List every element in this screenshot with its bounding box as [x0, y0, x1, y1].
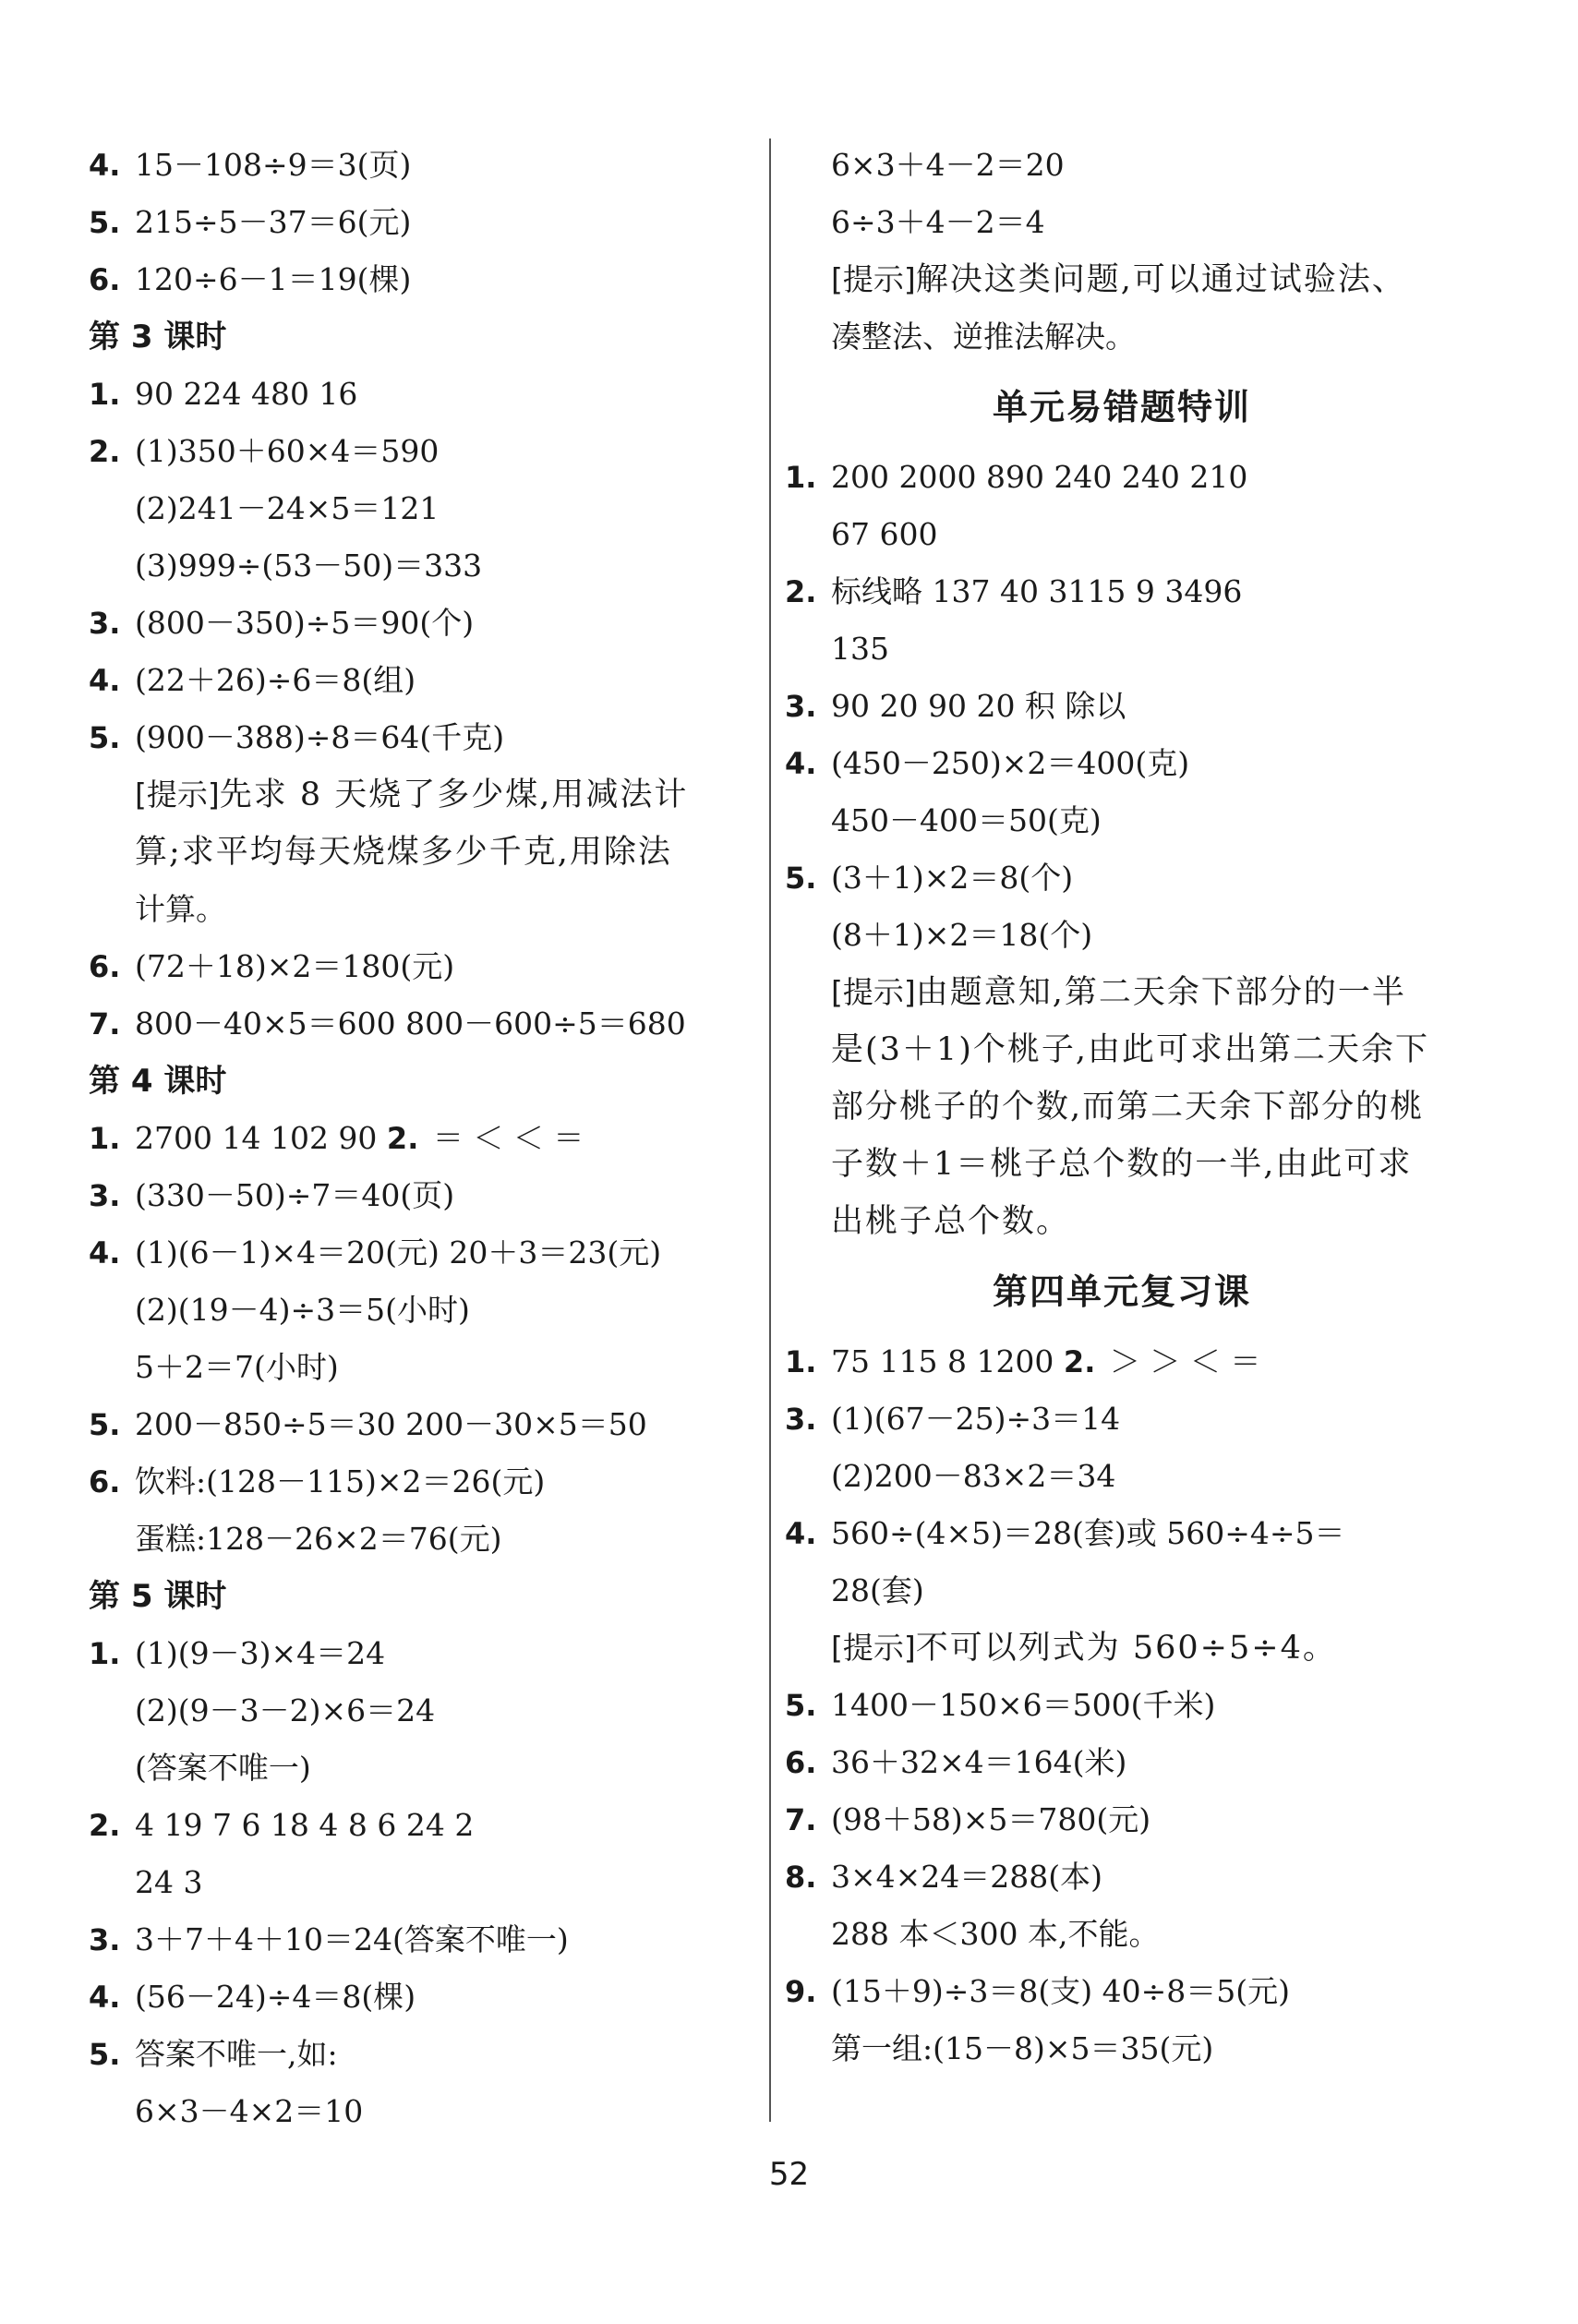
item-text: (3＋1)×2＝8(个)	[831, 860, 1074, 896]
answer-item	[89, 938, 753, 995]
hint-label-text: 提示	[842, 1630, 904, 1666]
hint-label: [提示]	[831, 261, 916, 297]
answer-item	[89, 1167, 753, 1224]
item-text: 75 115 8 1200	[831, 1343, 1064, 1379]
item-number: 2.	[785, 574, 817, 609]
item-text: ＞ ＞ ＜ ＝	[1109, 1343, 1261, 1379]
continuation-line: 凑整法、逆推法解决。	[831, 319, 1136, 355]
item-number: 2.	[386, 1121, 419, 1156]
answer-item	[89, 1625, 753, 1682]
answer-item	[89, 2026, 753, 2083]
item-text: 标线略 137 40 3115 9 3496	[831, 573, 1243, 609]
continuation-line: 5＋2＝7(小时)	[135, 1349, 339, 1385]
item-text: 15－108÷9＝3(页)	[135, 147, 412, 183]
answer-item	[89, 1969, 753, 2026]
item-text: 800－40×5＝600 800－600÷5＝680	[135, 1005, 686, 1042]
answer-item	[89, 995, 753, 1053]
continuation-line: 67 600	[831, 516, 938, 552]
item-number: 2.	[89, 434, 121, 469]
answer-item	[785, 449, 1459, 506]
item-number: 5.	[89, 1407, 121, 1442]
item-number: 5.	[89, 720, 121, 755]
item-number: 6.	[89, 949, 121, 984]
hint-label-text: 提示	[146, 777, 208, 813]
left-column	[89, 137, 753, 2140]
answer-item	[89, 1797, 753, 1854]
answer-item	[89, 652, 753, 709]
hint-label-text: 提示	[842, 974, 904, 1010]
unit-title: 单元易错题特训	[992, 387, 1251, 427]
continuation-line: 部分桃子的个数,而第二天余下部分的桃	[831, 1089, 1425, 1126]
item-text: ＝ ＜ ＜ ＝	[432, 1120, 584, 1156]
continuation-line: 24 3	[135, 1864, 203, 1900]
item-text: (72＋18)×2＝180(元)	[135, 948, 455, 984]
answer-item	[785, 1791, 1459, 1848]
continuation-line: 蛋糕:128－26×2＝76(元)	[135, 1521, 502, 1557]
item-text: 答案不唯一,如:	[135, 2036, 338, 2072]
item-number: 2.	[89, 1808, 121, 1843]
item-text: (1)(67－25)÷3＝14	[831, 1401, 1121, 1437]
answer-item	[89, 709, 753, 766]
item-number: 3.	[89, 606, 121, 641]
answer-item	[89, 1911, 753, 1969]
answer-item	[785, 1677, 1459, 1734]
answer-item	[785, 1734, 1459, 1791]
column-divider	[769, 138, 771, 2122]
item-text: (450－250)×2＝400(克)	[831, 745, 1190, 781]
hint-label: [提示]	[135, 777, 220, 813]
continuation-line: (8＋1)×2＝18(个)	[831, 917, 1093, 953]
answer-item	[89, 194, 753, 251]
answer-item	[785, 849, 1459, 907]
item-text: 2700 14 102 90	[135, 1120, 387, 1156]
hint-line	[785, 251, 1459, 308]
item-text: 90 20 90 20 积 除以	[831, 688, 1126, 724]
item-number: 1.	[89, 377, 121, 412]
hint-label: [提示]	[831, 974, 916, 1010]
continuation-line: (2)(19－4)÷3＝5(小时)	[135, 1292, 470, 1328]
item-number: 3.	[785, 1402, 817, 1437]
item-number: 3.	[89, 1922, 121, 1957]
item-number: 1.	[785, 460, 817, 495]
continuation-line: 28(套)	[831, 1572, 924, 1608]
section-heading: 第 5 课时	[89, 1578, 227, 1615]
item-text: 3＋7＋4＋10＝24(答案不唯一)	[135, 1921, 569, 1957]
item-number: 1.	[89, 1636, 121, 1671]
item-number: 9.	[785, 1974, 817, 2009]
item-number: 6.	[89, 1464, 121, 1499]
hint-label: [提示]	[831, 1630, 916, 1666]
item-text: 90 224 480 16	[135, 376, 358, 412]
item-number: 4.	[785, 746, 817, 781]
answer-item	[89, 1453, 753, 1511]
answer-item	[89, 137, 753, 194]
answer-item	[785, 1848, 1459, 1906]
item-text: 4 19 7 6 18 4 8 6 24 2	[135, 1807, 475, 1843]
answer-item	[785, 1963, 1459, 2020]
hint-text: 不可以列式为 560÷5÷4。	[915, 1630, 1337, 1667]
item-text: 36＋32×4＝164(米)	[831, 1744, 1127, 1780]
answer-item	[89, 1224, 753, 1282]
hint-text: 由题意知,第二天余下部分的一半	[915, 974, 1406, 1011]
item-number: 1.	[89, 1121, 121, 1156]
answer-item	[89, 366, 753, 423]
item-text: 215÷5－37＝6(元)	[135, 204, 412, 240]
item-number: 7.	[89, 1006, 121, 1042]
continuation-line: 6×3－4×2＝10	[135, 2093, 364, 2129]
item-text: (1)350＋60×4＝590	[135, 433, 440, 469]
hint-text: 解决这类问题,可以通过试验法、	[915, 261, 1406, 298]
continuation-line: 子数＋1＝桃子总个数的一半,由此可求	[831, 1146, 1413, 1183]
item-number: 6.	[89, 262, 121, 297]
right-column	[785, 137, 1459, 2077]
continuation-line: (2)200－83×2＝34	[831, 1458, 1116, 1494]
item-text: 3×4×24＝288(本)	[831, 1859, 1103, 1895]
item-number: 4.	[89, 148, 121, 183]
answer-item	[89, 595, 753, 652]
item-number: 5.	[89, 2037, 121, 2072]
answer-item	[89, 1396, 753, 1453]
page-number: 52	[768, 2156, 810, 2193]
section-heading: 第 4 课时	[89, 1063, 227, 1100]
answer-item	[89, 423, 753, 480]
answer-item	[785, 1333, 1459, 1391]
item-number: 4.	[89, 1235, 121, 1270]
item-text: 200 2000 890 240 240 210	[831, 459, 1248, 495]
item-number: 1.	[785, 1344, 817, 1379]
item-text: 560÷(4×5)＝28(套)或 560÷4÷5＝	[831, 1515, 1345, 1551]
item-number: 6.	[785, 1745, 817, 1780]
hint-label-text: 提示	[842, 261, 904, 297]
hint-line	[89, 766, 753, 824]
item-text: 饮料:(128－115)×2＝26(元)	[135, 1463, 546, 1499]
item-number: 5.	[785, 1688, 817, 1723]
continuation-line: 是(3＋1)个桃子,由此可求出第二天余下	[831, 1031, 1429, 1068]
answer-item	[89, 251, 753, 308]
continuation-line: 135	[831, 631, 889, 667]
answer-item	[785, 1505, 1459, 1562]
item-text: (900－388)÷8＝64(千克)	[135, 719, 505, 755]
item-number: 4.	[89, 663, 121, 698]
continuation-line: (答案不唯一)	[135, 1750, 311, 1786]
answer-item	[785, 678, 1459, 735]
hint-line	[785, 1620, 1459, 1677]
continuation-line: 450－400＝50(克)	[831, 802, 1102, 838]
item-text: (1)(9－3)×4＝24	[135, 1635, 386, 1671]
section-heading: 第 3 课时	[89, 319, 227, 355]
item-text: (98＋58)×5＝780(元)	[831, 1801, 1151, 1837]
item-text: (1)(6－1)×4＝20(元) 20＋3＝23(元)	[135, 1234, 662, 1270]
item-number: 4.	[89, 1980, 121, 2015]
item-text: 1400－150×6＝500(千米)	[831, 1687, 1216, 1723]
answer-item	[785, 563, 1459, 620]
item-number: 5.	[89, 205, 121, 240]
hint-text: 先求 8 天烧了多少煤,用减法计	[219, 777, 689, 813]
continuation-line: 288 本＜300 本,不能。	[831, 1916, 1160, 1952]
unit-title: 第四单元复习课	[992, 1271, 1251, 1312]
item-text: 200－850÷5＝30 200－30×5＝50	[135, 1406, 647, 1442]
item-text: (800－350)÷5＝90(个)	[135, 605, 475, 641]
item-text: (56－24)÷4＝8(棵)	[135, 1979, 416, 2015]
continuation-line: 第一组:(15－8)×5＝35(元)	[831, 2030, 1214, 2066]
item-text: (330－50)÷7＝40(页)	[135, 1177, 455, 1213]
answer-item	[785, 1391, 1459, 1448]
item-text: (22＋26)÷6＝8(组)	[135, 662, 416, 698]
continuation-line: 6÷3＋4－2＝4	[831, 204, 1045, 240]
continuation-line: (2)(9－3－2)×6＝24	[135, 1692, 436, 1728]
continuation-line: (3)999÷(53－50)＝333	[135, 548, 483, 584]
item-number: 5.	[785, 861, 817, 896]
answer-item	[785, 735, 1459, 792]
item-number: 3.	[785, 689, 817, 724]
item-number: 3.	[89, 1178, 121, 1213]
item-number: 7.	[785, 1802, 817, 1837]
item-number: 4.	[785, 1516, 817, 1551]
continuation-line: 算;求平均每天烧煤多少千克,用除法	[135, 834, 672, 871]
hint-line	[785, 964, 1459, 1021]
item-text: 120÷6－1＝19(棵)	[135, 261, 412, 297]
continuation-line: 计算。	[135, 891, 226, 927]
answer-item	[89, 1110, 753, 1167]
continuation-line: 出桃子总个数。	[831, 1203, 1071, 1240]
continuation-line: (2)241－24×5＝121	[135, 490, 440, 526]
item-text: (15＋9)÷3＝8(支) 40÷8＝5(元)	[831, 1973, 1290, 2009]
item-number: 8.	[785, 1860, 817, 1895]
continuation-line: 6×3＋4－2＝20	[831, 147, 1065, 183]
item-number: 2.	[1063, 1344, 1096, 1379]
